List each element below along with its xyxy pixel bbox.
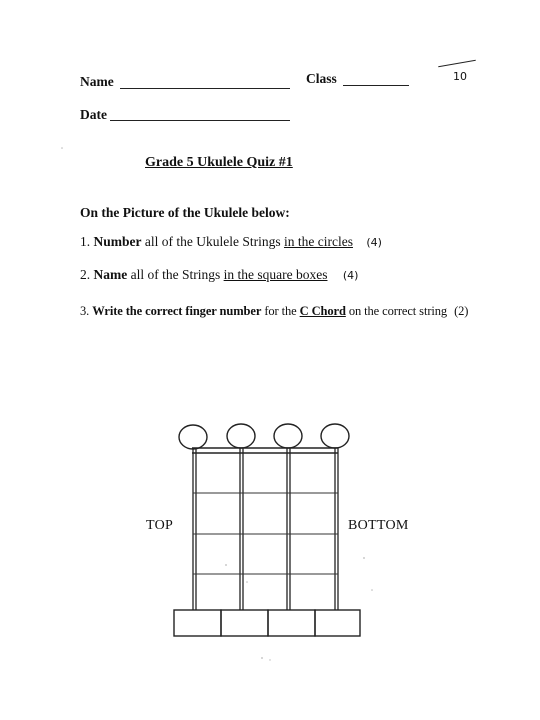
square-box-1[interactable] bbox=[174, 610, 221, 636]
question-text: for the bbox=[261, 304, 300, 318]
bottom-label: BOTTOM bbox=[348, 518, 409, 533]
question-number: 2. bbox=[80, 267, 91, 282]
question-points: (4) bbox=[366, 236, 382, 249]
date-label: Date bbox=[80, 107, 107, 122]
question-points: (4) bbox=[342, 269, 359, 282]
frets bbox=[193, 493, 338, 574]
question-emphasis: C Chord bbox=[299, 304, 346, 318]
question-text: all of the Strings bbox=[127, 267, 224, 282]
question-number: 3. bbox=[80, 304, 90, 318]
question-keyword: Write the correct finger number bbox=[92, 304, 262, 318]
quiz-intro: On the Picture of the Ukulele below: bbox=[80, 205, 290, 220]
question-keyword: Name bbox=[93, 267, 128, 282]
string-circle-2[interactable] bbox=[227, 424, 255, 448]
square-box-4[interactable] bbox=[315, 610, 360, 636]
question-emphasis: in the circles bbox=[283, 234, 353, 249]
question-points: (2) bbox=[454, 304, 469, 318]
square-box-3[interactable] bbox=[268, 610, 315, 636]
top-label: TOP bbox=[146, 518, 174, 533]
strings bbox=[193, 448, 338, 610]
name-label: Name bbox=[80, 74, 114, 89]
score-mark: 10 bbox=[453, 70, 467, 83]
string-circle-3[interactable] bbox=[274, 424, 302, 448]
quiz-title: Grade 5 Ukulele Quiz #1 bbox=[145, 155, 293, 170]
question-tail: on the correct string bbox=[345, 304, 448, 318]
question-number: 1. bbox=[80, 234, 91, 249]
string-circle-4[interactable] bbox=[321, 424, 349, 448]
class-label: Class bbox=[306, 71, 337, 86]
question-emphasis: in the square boxes bbox=[223, 267, 328, 282]
square-box-2[interactable] bbox=[221, 610, 268, 636]
scan-specks bbox=[61, 147, 373, 661]
string-circle-1[interactable] bbox=[179, 425, 207, 449]
question-keyword: Number bbox=[93, 234, 142, 249]
question-text: all of the Ukulele Strings bbox=[141, 234, 284, 249]
